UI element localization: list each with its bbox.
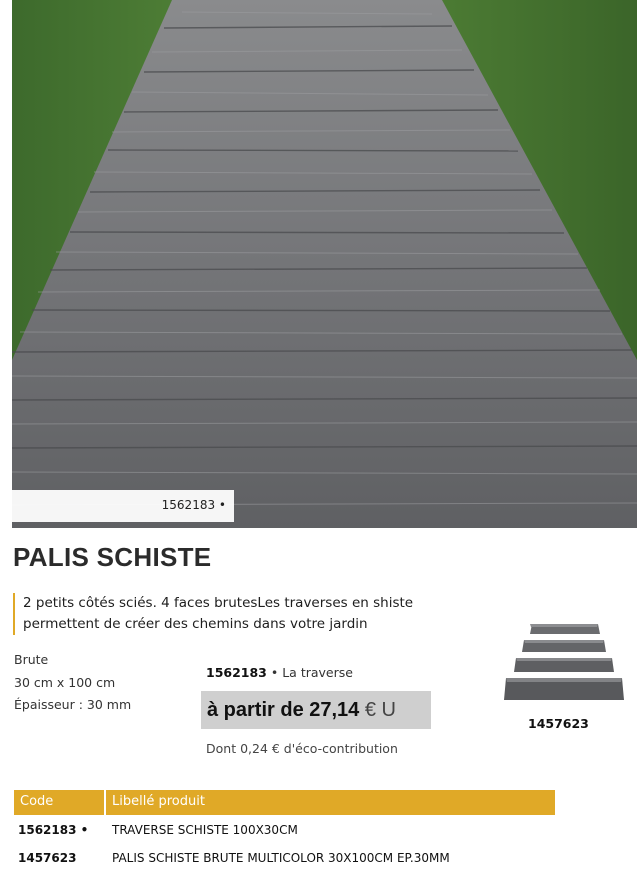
table-header	[14, 790, 555, 815]
reference-code: 1562183	[206, 665, 267, 680]
price-value: à partir de 27,14	[207, 699, 360, 721]
spec-dimensions: 30 cm x 100 cm	[14, 675, 116, 690]
table-row	[14, 843, 555, 871]
description-line: 2 petits côtés sciés. 4 faces brutesLes traverses en shiste	[23, 595, 414, 611]
photo-reference-code: 1562183 •	[161, 498, 226, 512]
row-label: TRAVERSE SCHISTE 100X30CM	[112, 823, 298, 837]
product-description	[13, 593, 503, 635]
product-table	[14, 790, 555, 871]
header-code: Code	[20, 794, 54, 809]
product-photo	[12, 0, 637, 528]
stacked-slate-icon	[500, 620, 630, 710]
reference-line	[206, 665, 353, 680]
row-code: 1562183 •	[18, 823, 89, 837]
price-unit: € U	[364, 699, 396, 721]
photo-reference-strip	[12, 490, 234, 522]
row-label: PALIS SCHISTE BRUTE MULTICOLOR 30X100CM EP.30MM	[112, 851, 450, 865]
header-label: Libellé produit	[112, 794, 205, 809]
table-row	[14, 815, 555, 843]
product-title: PALIS SCHISTE	[13, 542, 212, 572]
second-product-code: 1457623	[528, 716, 589, 731]
spec-thickness: Épaisseur : 30 mm	[14, 697, 132, 712]
price	[207, 699, 396, 722]
reference-label: • La traverse	[270, 665, 353, 680]
description-line: permettent de créer des chemins dans votre jardin	[23, 616, 368, 632]
spec-finish: Brute	[14, 652, 49, 667]
row-code: 1457623	[18, 851, 77, 865]
header-divider	[104, 790, 106, 815]
slate-path-photo	[12, 0, 637, 528]
eco-contribution: Dont 0,24 € d'éco-contribution	[206, 741, 398, 756]
